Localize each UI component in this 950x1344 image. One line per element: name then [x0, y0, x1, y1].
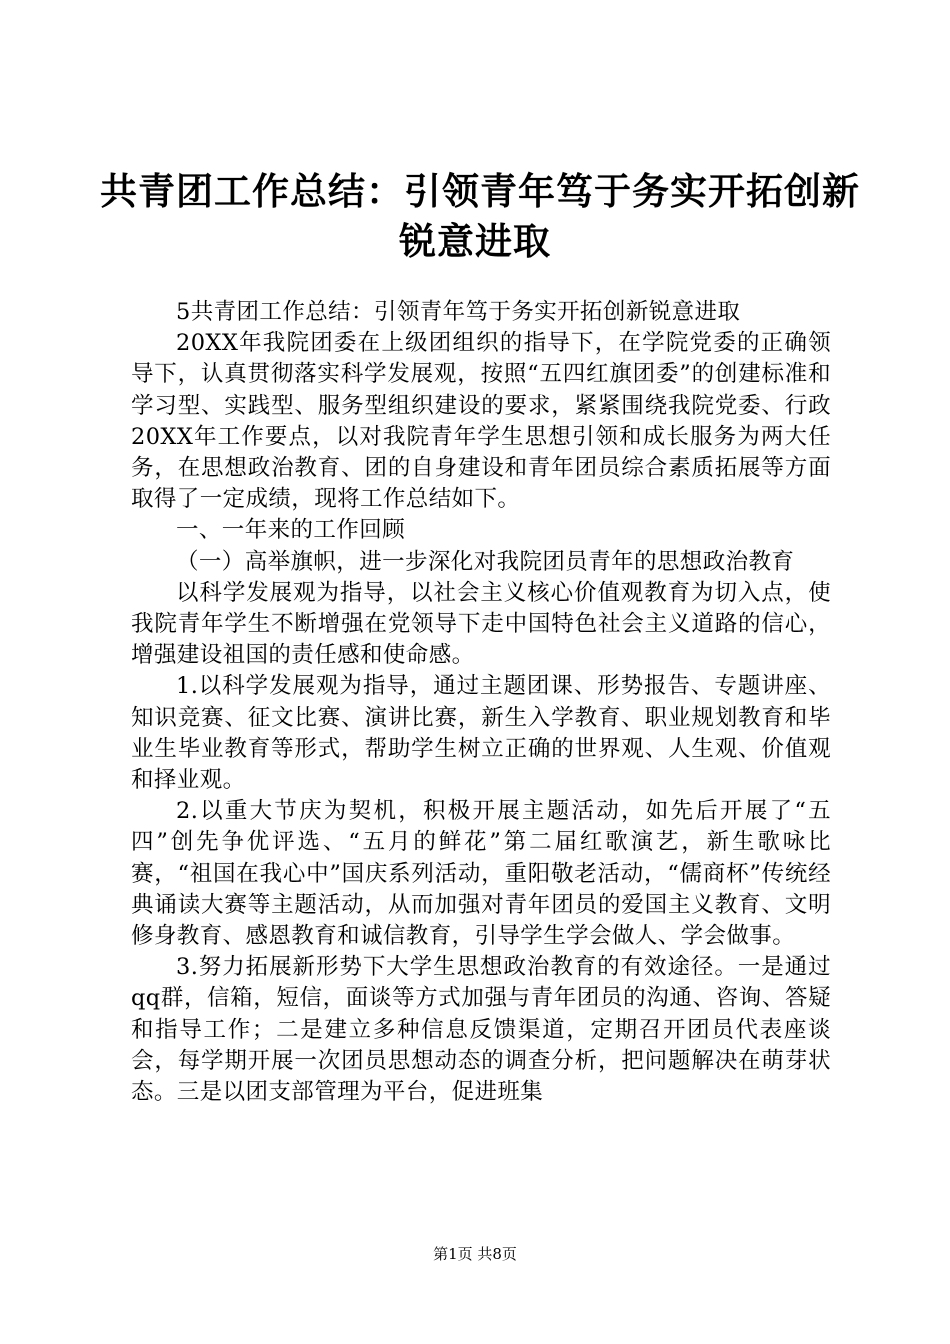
body-paragraph: 以科学发展观为指导，以社会主义核心价值观教育为切入点，使我院青年学生不断增强在党领导下走中国特色社会主义道路的信心，增强建设祖国的责任感和使命感。	[131, 579, 831, 669]
section-heading: 一、一年来的工作回顾	[176, 517, 406, 544]
body-paragraph: 2.以重大节庆为契机，积极开展主题活动，如先后开展了“五四”创先争优评选、“五月的鲜花”第二届红歌演艺，新生歌咏比赛，“祖国在我心中”国庆系列活动，重阳敬老活动，“儒商杯”传统经典诵读大赛等主题活动，从而加强对青年团员的爱国主义教育、文明修身教育、感恩教育和诚信教育，引导学生学会做人、学会做事。	[131, 798, 831, 950]
body-paragraph: 3.努力拓展新形势下大学生思想政治教育的有效途径。一是通过qq群，信箱，短信，面谈等方式加强与青年团员的沟通、咨询、答疑和指导工作；二是建立多种信息反馈渠道，定期召开团员代表座谈会，每学期开展一次团员思想动态的调查分析，把问题解决在萌芽状态。三是以团支部管理为平台，促进班集	[131, 954, 831, 1106]
subsection-heading: （一）高举旗帜，进一步深化对我院团员青年的思想政治教育	[176, 548, 795, 575]
body-paragraph: 5共青团工作总结：引领青年笃于务实开拓创新锐意进取	[176, 299, 741, 325]
body-paragraph: 20XX年我院团委在上级团组织的指导下，在学院党委的正确领导下，认真贯彻落实科学发展观，按照“五四红旗团委”的创建标准和学习型、实践型、服务型组织建设的要求，紧紧围绕我院党委、行政20XX年工作要点，以对我院青年学生思想引领和成长服务为两大任务，在思想政治教育、团的自身建设和青年团员综合素质拓展等方面取得了一定成绩，现将工作总结如下。	[131, 330, 831, 513]
body-paragraph: 1.以科学发展观为指导，通过主题团课、形势报告、专题讲座、知识竞赛、征文比赛、演讲比赛，新生入学教育、职业规划教育和毕业生毕业教育等形式，帮助学生树立正确的世界观、人生观、价值观和择业观。	[131, 673, 831, 794]
document-body	[131, 297, 831, 1108]
page-footer: 第1页 共8页	[433, 1245, 517, 1263]
document-title-line-2: 锐意进取	[399, 219, 551, 263]
document-title-line-1: 共青团工作总结：引领青年笃于务实开拓创新	[100, 169, 860, 213]
